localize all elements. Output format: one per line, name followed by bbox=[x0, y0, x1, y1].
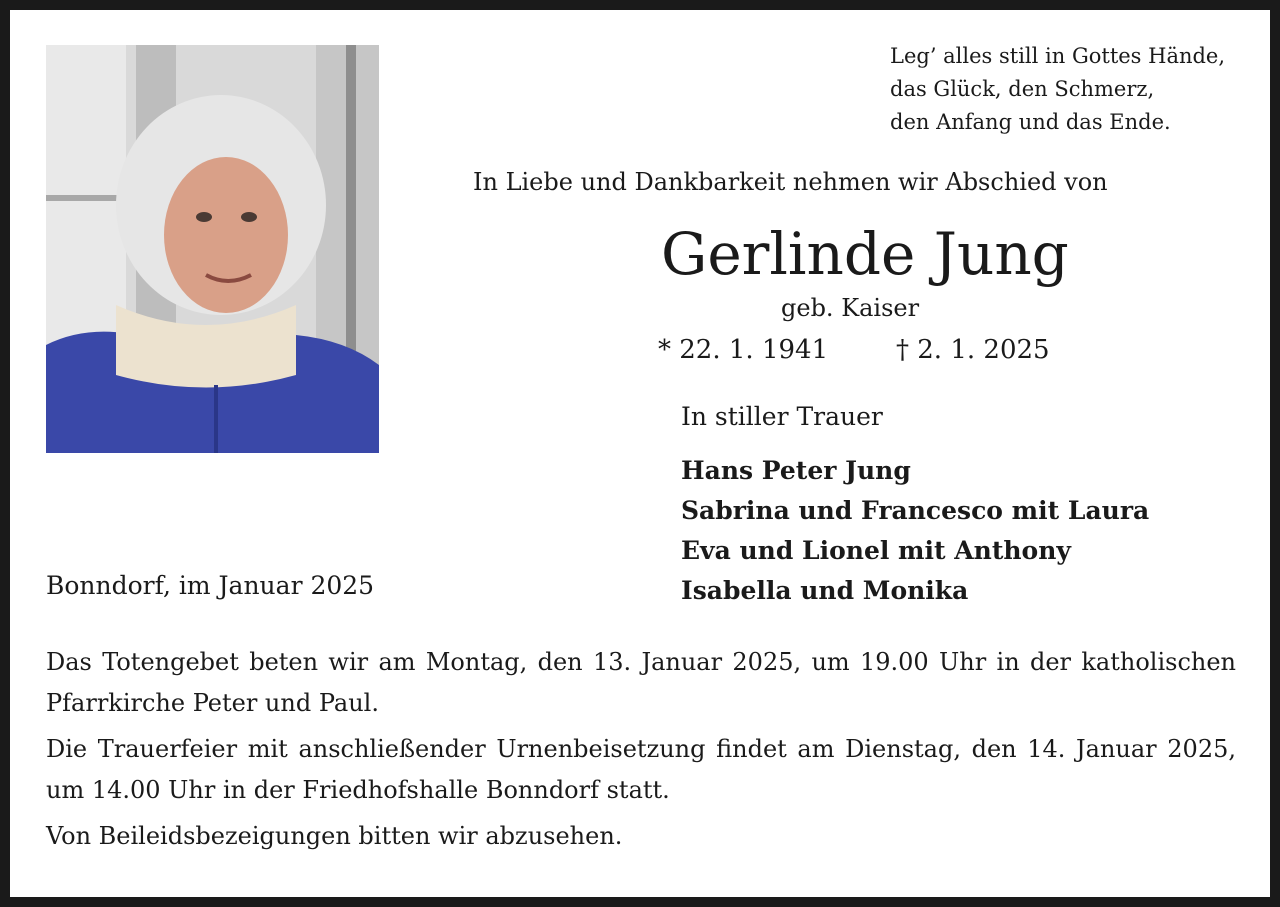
poem-line: Leg’ alles still in Gottes Hände, bbox=[890, 44, 1226, 68]
deceased-name: Gerlinde Jung bbox=[661, 220, 1069, 288]
funeral-note: Die Trauerfeier mit anschließender Urnenbeisetzung findet am Dienstag, den 14. Januar 2025, um 14.00 Uhr in der Friedhofshalle Bonndorf statt. bbox=[46, 735, 1236, 804]
portrait-image bbox=[46, 45, 379, 453]
birth-date: * 22. 1. 1941 bbox=[658, 335, 829, 365]
poem-line: den Anfang und das Ende. bbox=[890, 110, 1171, 134]
portrait-photo bbox=[46, 45, 379, 453]
death-date: † 2. 1. 2025 bbox=[896, 335, 1050, 365]
family-list bbox=[681, 451, 1149, 611]
intro-text: In Liebe und Dankbarkeit nehmen wir Abschied von bbox=[473, 168, 1108, 196]
maiden-name: geb. Kaiser bbox=[781, 294, 920, 322]
service-notes bbox=[46, 642, 1236, 862]
poem-verse bbox=[890, 40, 1225, 139]
place-date: Bonndorf, im Januar 2025 bbox=[46, 571, 375, 600]
condolence-note: Von Beileidsbezeigungen bitten wir abzusehen. bbox=[46, 822, 623, 850]
mourning-label: In stiller Trauer bbox=[681, 402, 883, 431]
family-member: Sabrina und Francesco mit Laura bbox=[681, 496, 1150, 525]
family-member: Hans Peter Jung bbox=[681, 456, 911, 485]
family-member: Isabella und Monika bbox=[681, 576, 969, 605]
prayer-note: Das Totengebet beten wir am Montag, den 13. Januar 2025, um 19.00 Uhr in der katholischen Pfarrkirche Peter und Paul. bbox=[46, 648, 1236, 717]
family-member: Eva und Lionel mit Anthony bbox=[681, 536, 1071, 565]
obituary-notice bbox=[10, 10, 1270, 897]
poem-line: das Glück, den Schmerz, bbox=[890, 77, 1155, 101]
